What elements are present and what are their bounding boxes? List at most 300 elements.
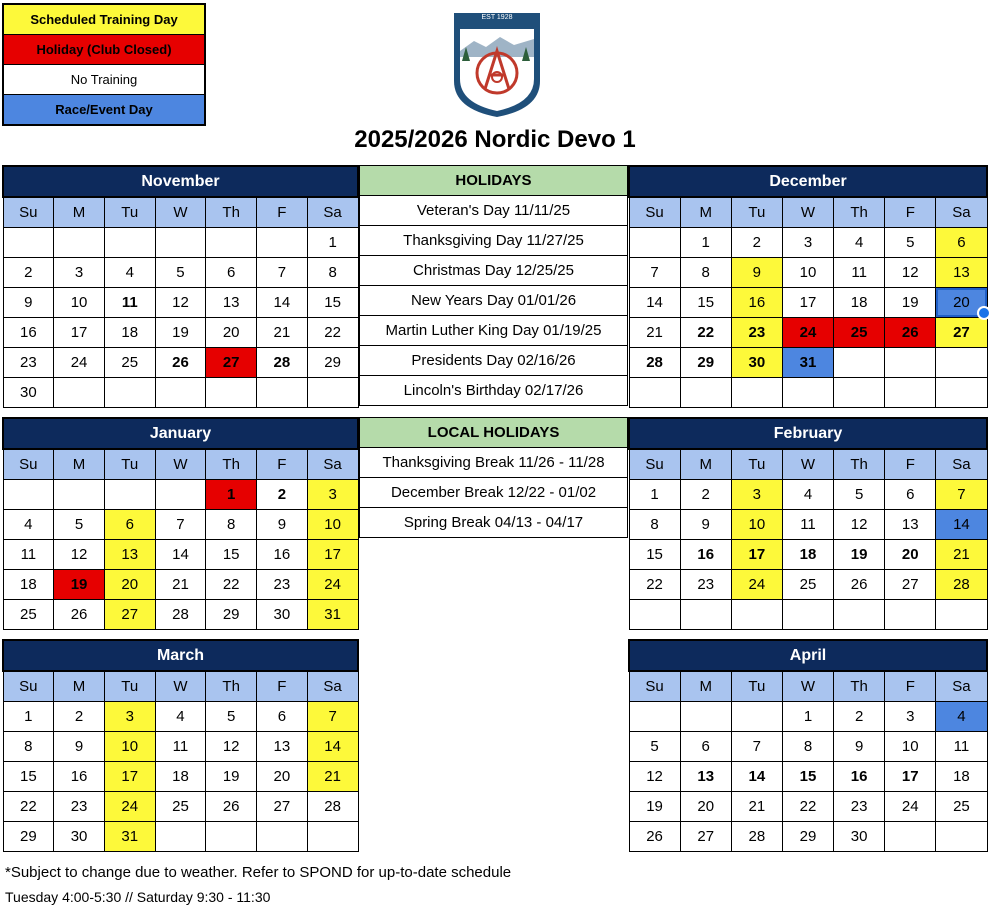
- holiday-item: Martin Luther King Day 01/19/25: [360, 316, 628, 346]
- day-cell[interactable]: 24: [54, 348, 105, 378]
- day-cell[interactable]: 12: [834, 510, 885, 540]
- empty-day-cell[interactable]: [629, 600, 680, 630]
- day-cell[interactable]: 29: [206, 600, 257, 630]
- day-cell[interactable]: 4: [3, 510, 54, 540]
- day-cell[interactable]: 27: [257, 792, 308, 822]
- day-cell[interactable]: 12: [629, 762, 680, 792]
- empty-day-cell[interactable]: [104, 378, 155, 408]
- day-cell[interactable]: 8: [206, 510, 257, 540]
- day-cell[interactable]: 12: [155, 288, 206, 318]
- holiday-item: Thanksgiving Day 11/27/25: [360, 226, 628, 256]
- footer-times: Tuesday 4:00-5:30 // Saturday 9:30 - 11:30: [5, 889, 271, 905]
- empty-day-cell[interactable]: [936, 378, 987, 408]
- local-holidays-table: [359, 417, 628, 538]
- day-cell[interactable]: 23: [834, 792, 885, 822]
- weekday-header: W: [155, 449, 206, 480]
- empty-day-cell[interactable]: [936, 600, 987, 630]
- weekday-header: Tu: [104, 197, 155, 228]
- day-cell[interactable]: 10: [54, 288, 105, 318]
- day-cell[interactable]: 17: [54, 318, 105, 348]
- empty-day-cell[interactable]: [731, 702, 782, 732]
- day-cell[interactable]: 14: [629, 288, 680, 318]
- day-cell[interactable]: 30: [3, 378, 54, 408]
- day-cell[interactable]: 2: [834, 702, 885, 732]
- day-cell[interactable]: 27: [104, 600, 155, 630]
- day-cell[interactable]: 18: [155, 762, 206, 792]
- month-header: February: [629, 418, 987, 449]
- legend-no-training: No Training: [4, 65, 204, 95]
- day-cell[interactable]: 24: [307, 570, 358, 600]
- day-cell[interactable]: 21: [731, 792, 782, 822]
- day-cell[interactable]: 5: [155, 258, 206, 288]
- day-cell[interactable]: 29: [307, 348, 358, 378]
- empty-day-cell[interactable]: [155, 822, 206, 852]
- local-holiday-item: December Break 12/22 - 01/02: [360, 478, 628, 508]
- day-cell[interactable]: 2: [731, 228, 782, 258]
- day-cell[interactable]: 23: [54, 792, 105, 822]
- weekday-header: Tu: [731, 197, 782, 228]
- day-cell[interactable]: 17: [885, 762, 936, 792]
- day-cell[interactable]: 23: [731, 318, 782, 348]
- holidays-header: HOLIDAYS: [360, 166, 628, 196]
- day-cell[interactable]: 26: [54, 600, 105, 630]
- day-cell[interactable]: 7: [936, 480, 987, 510]
- day-cell[interactable]: 21: [307, 762, 358, 792]
- weekday-header: Sa: [307, 671, 358, 702]
- day-cell[interactable]: 15: [3, 762, 54, 792]
- empty-day-cell[interactable]: [54, 378, 105, 408]
- day-cell[interactable]: 22: [782, 792, 833, 822]
- day-cell[interactable]: 10: [782, 258, 833, 288]
- day-cell[interactable]: 18: [3, 570, 54, 600]
- holiday-item: Christmas Day 12/25/25: [360, 256, 628, 286]
- calendar-november: [2, 165, 359, 408]
- day-cell[interactable]: 21: [936, 540, 987, 570]
- legend-training: Scheduled Training Day: [4, 5, 204, 35]
- day-cell[interactable]: 11: [155, 732, 206, 762]
- weekday-header: Su: [629, 197, 680, 228]
- day-cell[interactable]: 19: [834, 540, 885, 570]
- day-cell[interactable]: 18: [936, 762, 987, 792]
- weekday-header: Su: [629, 671, 680, 702]
- day-cell[interactable]: 13: [936, 258, 987, 288]
- day-cell[interactable]: 5: [206, 702, 257, 732]
- month-header: December: [629, 166, 987, 197]
- weekday-header: Su: [629, 449, 680, 480]
- day-cell[interactable]: 30: [257, 600, 308, 630]
- empty-day-cell[interactable]: [782, 378, 833, 408]
- month-header: November: [3, 166, 358, 197]
- day-cell[interactable]: 29: [680, 348, 731, 378]
- day-cell[interactable]: 29: [3, 822, 54, 852]
- local-holiday-item: Thanksgiving Break 11/26 - 11/28: [360, 448, 628, 478]
- empty-day-cell[interactable]: [54, 228, 105, 258]
- day-cell[interactable]: 18: [104, 318, 155, 348]
- day-cell[interactable]: 6: [257, 702, 308, 732]
- weekday-header: Su: [3, 197, 54, 228]
- day-cell[interactable]: 7: [629, 258, 680, 288]
- day-cell[interactable]: 10: [731, 510, 782, 540]
- weekday-header: Su: [3, 449, 54, 480]
- empty-day-cell[interactable]: [834, 600, 885, 630]
- day-cell[interactable]: 1: [3, 702, 54, 732]
- day-cell[interactable]: 3: [104, 702, 155, 732]
- day-cell[interactable]: 3: [54, 258, 105, 288]
- day-cell[interactable]: 9: [680, 510, 731, 540]
- day-cell[interactable]: 11: [936, 732, 987, 762]
- empty-day-cell[interactable]: [936, 348, 987, 378]
- footer-note: *Subject to change due to weather. Refer to SPOND for up-to-date schedule: [5, 864, 512, 881]
- weekday-header: Sa: [936, 449, 987, 480]
- day-cell[interactable]: 14: [155, 540, 206, 570]
- day-cell[interactable]: 28: [257, 348, 308, 378]
- day-cell[interactable]: 12: [54, 540, 105, 570]
- day-cell[interactable]: 17: [104, 762, 155, 792]
- empty-day-cell[interactable]: [155, 480, 206, 510]
- day-cell[interactable]: 15: [206, 540, 257, 570]
- day-cell[interactable]: 9: [731, 258, 782, 288]
- weekday-header: F: [257, 449, 308, 480]
- weekday-header: Th: [834, 197, 885, 228]
- day-cell[interactable]: 21: [629, 318, 680, 348]
- day-cell[interactable]: 9: [834, 732, 885, 762]
- day-cell[interactable]: 4: [782, 480, 833, 510]
- legend-holiday: Holiday (Club Closed): [4, 35, 204, 65]
- holiday-item: New Years Day 01/01/26: [360, 286, 628, 316]
- day-cell[interactable]: 20: [936, 288, 987, 318]
- day-cell[interactable]: 11: [782, 510, 833, 540]
- day-cell[interactable]: 16: [3, 318, 54, 348]
- day-cell[interactable]: 19: [155, 318, 206, 348]
- selection-handle[interactable]: [977, 306, 990, 320]
- day-cell[interactable]: 28: [629, 348, 680, 378]
- empty-day-cell[interactable]: [680, 600, 731, 630]
- day-cell[interactable]: 17: [731, 540, 782, 570]
- day-cell[interactable]: 4: [936, 702, 987, 732]
- day-cell[interactable]: 22: [629, 570, 680, 600]
- day-cell[interactable]: 23: [680, 570, 731, 600]
- weekday-header: M: [54, 449, 105, 480]
- day-cell[interactable]: 12: [885, 258, 936, 288]
- day-cell[interactable]: 6: [206, 258, 257, 288]
- day-cell[interactable]: 8: [629, 510, 680, 540]
- empty-day-cell[interactable]: [307, 378, 358, 408]
- day-cell[interactable]: 29: [782, 822, 833, 852]
- calendar-march: [2, 639, 359, 852]
- day-cell[interactable]: 15: [782, 762, 833, 792]
- day-cell[interactable]: 14: [936, 510, 987, 540]
- weekday-header: M: [54, 671, 105, 702]
- day-cell[interactable]: 22: [680, 318, 731, 348]
- day-cell[interactable]: 8: [782, 732, 833, 762]
- day-cell[interactable]: 16: [834, 762, 885, 792]
- empty-day-cell[interactable]: [731, 378, 782, 408]
- weekday-header: F: [257, 671, 308, 702]
- day-cell[interactable]: 3: [782, 228, 833, 258]
- day-cell[interactable]: 12: [206, 732, 257, 762]
- empty-day-cell[interactable]: [3, 228, 54, 258]
- day-cell[interactable]: 13: [885, 510, 936, 540]
- day-cell[interactable]: 10: [307, 510, 358, 540]
- day-cell[interactable]: 8: [3, 732, 54, 762]
- day-cell[interactable]: 27: [885, 570, 936, 600]
- empty-day-cell[interactable]: [257, 378, 308, 408]
- club-logo: [452, 11, 542, 119]
- day-cell[interactable]: 25: [782, 570, 833, 600]
- day-cell[interactable]: 23: [3, 348, 54, 378]
- day-cell[interactable]: 25: [104, 348, 155, 378]
- empty-day-cell[interactable]: [155, 378, 206, 408]
- day-cell[interactable]: 30: [834, 822, 885, 852]
- weekday-header: M: [680, 197, 731, 228]
- weekday-header: Su: [3, 671, 54, 702]
- day-cell[interactable]: 23: [257, 570, 308, 600]
- day-cell[interactable]: 1: [629, 480, 680, 510]
- weekday-header: W: [782, 197, 833, 228]
- day-cell[interactable]: 7: [731, 732, 782, 762]
- day-cell[interactable]: 14: [307, 732, 358, 762]
- weekday-header: M: [54, 197, 105, 228]
- day-cell[interactable]: 31: [104, 822, 155, 852]
- empty-day-cell[interactable]: [3, 480, 54, 510]
- weekday-header: W: [782, 449, 833, 480]
- day-cell[interactable]: 1: [206, 480, 257, 510]
- day-cell[interactable]: 5: [834, 480, 885, 510]
- day-cell[interactable]: 10: [885, 732, 936, 762]
- empty-day-cell[interactable]: [307, 822, 358, 852]
- day-cell[interactable]: 5: [629, 732, 680, 762]
- day-cell[interactable]: 9: [257, 510, 308, 540]
- calendar-january: [2, 417, 359, 630]
- day-cell[interactable]: 26: [155, 348, 206, 378]
- day-cell[interactable]: 6: [936, 228, 987, 258]
- day-cell[interactable]: 11: [104, 288, 155, 318]
- day-cell[interactable]: 14: [257, 288, 308, 318]
- empty-day-cell[interactable]: [629, 228, 680, 258]
- month-header: April: [629, 640, 987, 671]
- day-cell[interactable]: 25: [3, 600, 54, 630]
- empty-day-cell[interactable]: [834, 378, 885, 408]
- day-cell[interactable]: 17: [307, 540, 358, 570]
- empty-day-cell[interactable]: [206, 228, 257, 258]
- weekday-header: Th: [834, 671, 885, 702]
- day-cell[interactable]: 18: [834, 288, 885, 318]
- day-cell[interactable]: 31: [782, 348, 833, 378]
- day-cell[interactable]: 7: [257, 258, 308, 288]
- empty-day-cell[interactable]: [731, 600, 782, 630]
- day-cell[interactable]: 19: [206, 762, 257, 792]
- day-cell[interactable]: 13: [206, 288, 257, 318]
- day-cell[interactable]: 15: [629, 540, 680, 570]
- day-cell[interactable]: 26: [834, 570, 885, 600]
- legend-race: Race/Event Day: [4, 95, 204, 124]
- day-cell[interactable]: 4: [834, 228, 885, 258]
- holiday-item: Veteran's Day 11/11/25: [360, 196, 628, 226]
- day-cell[interactable]: 4: [104, 258, 155, 288]
- day-cell[interactable]: 25: [834, 318, 885, 348]
- day-cell[interactable]: 14: [731, 762, 782, 792]
- weekday-header: W: [782, 671, 833, 702]
- day-cell[interactable]: 6: [680, 732, 731, 762]
- empty-day-cell[interactable]: [834, 348, 885, 378]
- day-cell[interactable]: 16: [54, 762, 105, 792]
- day-cell[interactable]: 19: [54, 570, 105, 600]
- day-cell[interactable]: 11: [834, 258, 885, 288]
- empty-day-cell[interactable]: [206, 822, 257, 852]
- day-cell[interactable]: 1: [307, 228, 358, 258]
- day-cell[interactable]: 22: [307, 318, 358, 348]
- day-cell[interactable]: 24: [885, 792, 936, 822]
- day-cell[interactable]: 13: [257, 732, 308, 762]
- weekday-header: W: [155, 671, 206, 702]
- empty-day-cell[interactable]: [680, 378, 731, 408]
- day-cell[interactable]: 25: [936, 792, 987, 822]
- page-title: 2025/2026 Nordic Devo 1: [354, 126, 636, 153]
- day-cell[interactable]: 8: [307, 258, 358, 288]
- weekday-header: F: [885, 449, 936, 480]
- day-cell[interactable]: 25: [155, 792, 206, 822]
- empty-day-cell[interactable]: [782, 600, 833, 630]
- day-cell[interactable]: 28: [936, 570, 987, 600]
- day-cell[interactable]: 24: [731, 570, 782, 600]
- day-cell[interactable]: 24: [782, 318, 833, 348]
- holiday-item: Presidents Day 02/16/26: [360, 346, 628, 376]
- empty-day-cell[interactable]: [54, 480, 105, 510]
- day-cell[interactable]: 28: [155, 600, 206, 630]
- day-cell[interactable]: 13: [680, 762, 731, 792]
- empty-day-cell[interactable]: [629, 702, 680, 732]
- day-cell[interactable]: 27: [680, 822, 731, 852]
- day-cell[interactable]: 1: [782, 702, 833, 732]
- day-cell[interactable]: 22: [3, 792, 54, 822]
- month-header: March: [3, 640, 358, 671]
- day-cell[interactable]: 8: [680, 258, 731, 288]
- weekday-header: Sa: [307, 449, 358, 480]
- day-cell[interactable]: 26: [629, 822, 680, 852]
- empty-day-cell[interactable]: [885, 600, 936, 630]
- empty-day-cell[interactable]: [104, 480, 155, 510]
- day-cell[interactable]: 16: [257, 540, 308, 570]
- day-cell[interactable]: 6: [885, 480, 936, 510]
- empty-day-cell[interactable]: [257, 822, 308, 852]
- weekday-header: Th: [206, 197, 257, 228]
- weekday-header: M: [680, 671, 731, 702]
- day-cell[interactable]: 21: [155, 570, 206, 600]
- empty-day-cell[interactable]: [104, 228, 155, 258]
- day-cell[interactable]: 26: [885, 318, 936, 348]
- calendar-february: [628, 417, 988, 630]
- weekday-header: Sa: [936, 671, 987, 702]
- day-cell[interactable]: 18: [782, 540, 833, 570]
- day-cell[interactable]: 6: [104, 510, 155, 540]
- day-cell[interactable]: 15: [307, 288, 358, 318]
- weekday-header: Tu: [731, 671, 782, 702]
- day-cell[interactable]: 31: [307, 600, 358, 630]
- weekday-header: Sa: [936, 197, 987, 228]
- day-cell[interactable]: 2: [3, 258, 54, 288]
- empty-day-cell[interactable]: [885, 378, 936, 408]
- day-cell[interactable]: 16: [680, 540, 731, 570]
- day-cell[interactable]: 9: [54, 732, 105, 762]
- day-cell[interactable]: 19: [885, 288, 936, 318]
- day-cell[interactable]: 7: [307, 702, 358, 732]
- local-holidays-header: LOCAL HOLIDAYS: [360, 418, 628, 448]
- day-cell[interactable]: 19: [629, 792, 680, 822]
- weekday-header: M: [680, 449, 731, 480]
- weekday-header: Tu: [104, 671, 155, 702]
- day-cell[interactable]: 2: [680, 480, 731, 510]
- day-cell[interactable]: 11: [3, 540, 54, 570]
- day-cell[interactable]: 27: [206, 348, 257, 378]
- day-cell[interactable]: 26: [206, 792, 257, 822]
- empty-day-cell[interactable]: [206, 378, 257, 408]
- day-cell[interactable]: 20: [885, 540, 936, 570]
- empty-day-cell[interactable]: [680, 702, 731, 732]
- empty-day-cell[interactable]: [885, 348, 936, 378]
- day-cell[interactable]: 30: [54, 822, 105, 852]
- empty-day-cell[interactable]: [257, 228, 308, 258]
- day-cell[interactable]: 5: [885, 228, 936, 258]
- weekday-header: Tu: [104, 449, 155, 480]
- day-cell[interactable]: 10: [104, 732, 155, 762]
- day-cell[interactable]: 20: [206, 318, 257, 348]
- day-cell[interactable]: 27: [936, 318, 987, 348]
- weekday-header: Th: [206, 449, 257, 480]
- logo-est-text: EST 1928: [481, 14, 513, 21]
- empty-day-cell[interactable]: [155, 228, 206, 258]
- logo-california-text: CALIFORNIA: [478, 99, 515, 105]
- day-cell[interactable]: 21: [257, 318, 308, 348]
- day-cell[interactable]: 3: [307, 480, 358, 510]
- day-cell[interactable]: 24: [104, 792, 155, 822]
- day-cell[interactable]: 28: [307, 792, 358, 822]
- day-cell[interactable]: 5: [54, 510, 105, 540]
- day-cell[interactable]: 1: [680, 228, 731, 258]
- day-cell[interactable]: 3: [731, 480, 782, 510]
- holiday-item: Lincoln's Birthday 02/17/26: [360, 376, 628, 406]
- day-cell[interactable]: 2: [257, 480, 308, 510]
- day-cell[interactable]: 9: [3, 288, 54, 318]
- day-cell[interactable]: 4: [155, 702, 206, 732]
- empty-day-cell[interactable]: [629, 378, 680, 408]
- empty-day-cell[interactable]: [885, 822, 936, 852]
- empty-day-cell[interactable]: [936, 822, 987, 852]
- day-cell[interactable]: 7: [155, 510, 206, 540]
- day-cell[interactable]: 16: [731, 288, 782, 318]
- holidays-table: [359, 165, 628, 406]
- weekday-header: W: [155, 197, 206, 228]
- day-cell[interactable]: 20: [257, 762, 308, 792]
- day-cell[interactable]: 13: [104, 540, 155, 570]
- day-cell[interactable]: 20: [680, 792, 731, 822]
- day-cell[interactable]: 20: [104, 570, 155, 600]
- weekday-header: F: [885, 671, 936, 702]
- day-cell[interactable]: 2: [54, 702, 105, 732]
- calendar-april: [628, 639, 988, 852]
- weekday-header: Th: [206, 671, 257, 702]
- calendar-december: [628, 165, 988, 408]
- weekday-header: Tu: [731, 449, 782, 480]
- day-cell[interactable]: 28: [731, 822, 782, 852]
- day-cell[interactable]: 17: [782, 288, 833, 318]
- day-cell[interactable]: 30: [731, 348, 782, 378]
- weekday-header: Th: [834, 449, 885, 480]
- day-cell[interactable]: 3: [885, 702, 936, 732]
- weekday-header: Sa: [307, 197, 358, 228]
- day-cell[interactable]: 15: [680, 288, 731, 318]
- weekday-header: F: [885, 197, 936, 228]
- day-cell[interactable]: 22: [206, 570, 257, 600]
